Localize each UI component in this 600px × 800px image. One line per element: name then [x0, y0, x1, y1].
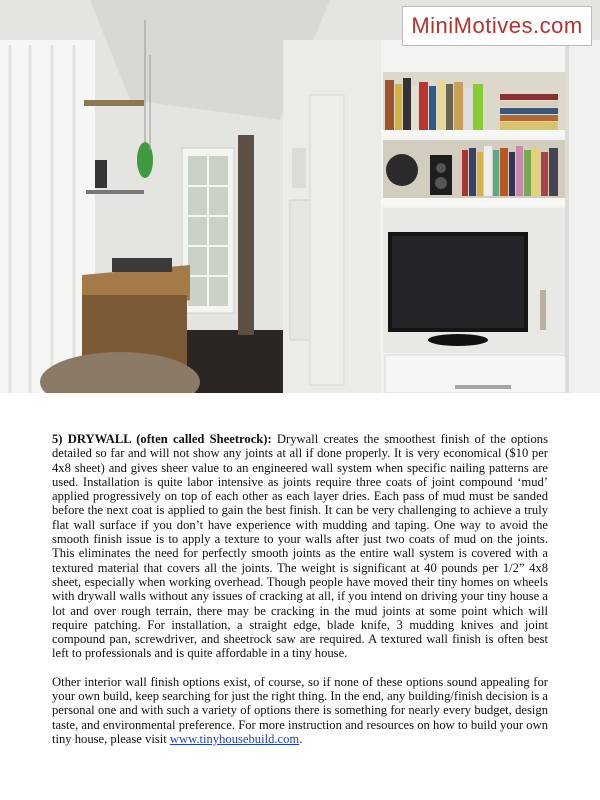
section-heading: 5) DRYWALL (often called Sheetrock): — [52, 432, 272, 446]
closing-end: . — [299, 731, 303, 746]
photo-illustration — [0, 0, 600, 393]
closing-body: Other interior wall finish options exist, of course, so if none of these options sound appealing for your own build, keep searching for just the right thing. In the end, any building/finish decision is a personal one and with such a variety of options there is something for nearly every budget, design taste, and environmental preference. For more instruction and resources on how to build your own tiny house, please visit — [52, 674, 548, 746]
closing-paragraph — [52, 675, 548, 746]
drywall-paragraph — [52, 432, 548, 661]
article-body — [52, 432, 548, 760]
brand-name: MiniMotives.com — [411, 13, 583, 38]
tiny-house-interior-photo — [0, 0, 600, 393]
brand-logo — [402, 6, 592, 46]
tinyhousebuild-link[interactable]: www.tinyhousebuild.com — [169, 731, 300, 746]
section-body: Drywall creates the smoothest finish of the options detailed so far and will not show any joints at all if done properly. It is very economical ($10 per 4x8 sheet) and gives sheer value to an engineered wall system when specific nailing patterns are used. Installation is quite labor intensive as joints require three coats of joint compound ‘mud’ applied progressively on top of each other as each layer dries. Each pass of mud must be sanded before the next coat is applied to gain the best finish. It can be very challenging to achieve a truly flat wall surface if you don’t have experience with mudding and taping. One way to avoid the smooth finish issue is to apply a texture to your walls after just two coats of mud on the joints. This eliminates the need for perfectly smooth joints as the entire wall system is covered with a textured material that covers all the joints. The weight is significant at 40 pounds per 1/2” 4x8 sheet, especially when working overhead. Though people have moved their tiny homes on wheels with drywall walls without any issues of cracking at all, if you intend on driving your tiny house a lot and over rough terrain, there may be cracking in the mud joints at some point which will require patching. For installation, a straight edge, blade knife, 3 mudding knives and joint compound pan, screwdriver, and sheetrock saw are required. A textured wall finish is often best left to professionals and is quite affordable in a tiny house. — [52, 432, 548, 661]
